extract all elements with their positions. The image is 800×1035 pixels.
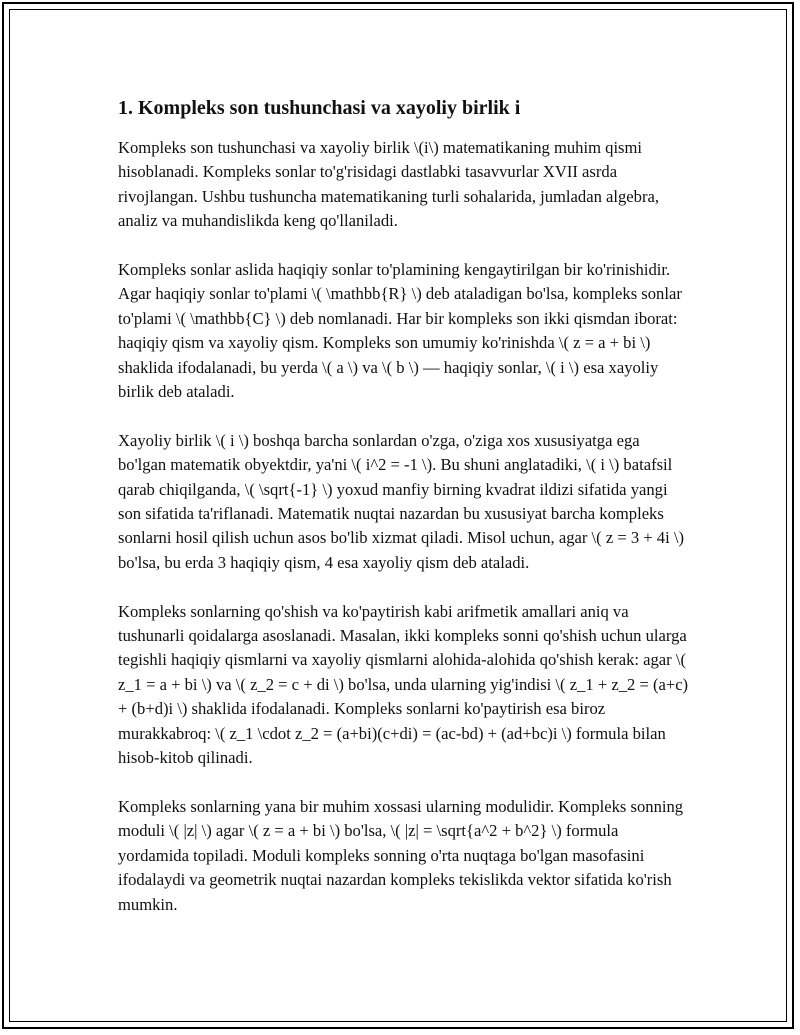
paragraph-intro: Kompleks son tushunchasi va xayoliy birlik \(i\) matematikaning muhim qismi hisoblanadi. Kompleks sonlar to'g'risidagi dastlabki tasavvurlar XVII asrda rivojlangan. Ushbu tushuncha matematikaning turli sohalarida, jumladan algebra, analiz va muhandislikda keng qo'llaniladi. bbox=[118, 138, 659, 231]
document-body bbox=[118, 90, 690, 941]
paragraph-arithmetic: Kompleks sonlarning qo'shish va ko'paytirish kabi arifmetik amallari aniq va tushunarli qoidalarga asoslanadi. Masalan, ikki kompleks sonni qo'shish uchun ularga tegishli haqiqiy qismlarni va xayoliy qismlarni alohida-alohida qo'shish kerak: agar \( z_1 = a + bi \) va \( z_2 = c + di \) bo'lsa, unda ularning yig'indisi \( z_1 + z_2 = (a+c) + (b+d)i \) shaklida ifodalanadi. Kompleks sonlarni ko'paytirish esa biroz murakkabroq: \( z_1 \cdot z_2 = (a+bi)(c+di) = (ac-bd) + (ad+bc)i \) formula bilan hisob-kitob qilinadi. bbox=[118, 601, 689, 768]
paragraph-definition: Kompleks sonlar aslida haqiqiy sonlar to'plamining kengaytirilgan bir ko'rinishidir. Agar haqiqiy sonlar to'plami \( \mathbb{R} \) deb ataladigan bo'lsa, kompleks sonlar to'plami \( \mathbb{C} \) deb nomlanadi. Har bir kompleks son ikki qismdan iborat: haqiqiy qism va xayoliy qism. Kompleks son umumiy ko'rinishda \( z = a + bi \) shaklida ifodalanadi, bu yerda \( a \) va \( b \) — haqiqiy sonlar, \( i \) esa xayoliy birlik deb ataladi. bbox=[118, 260, 682, 402]
paragraph-imaginary-unit: Xayoliy birlik \( i \) boshqa barcha sonlardan o'zga, o'ziga xos xususiyatga ega bo'lgan matematik obyektdir, ya'ni \( i^2 = -1 \). Bu shuni anglatadiki, \( i \) batafsil qarab chiqilganda, \( \sqrt{-1} \) yoxud manfiy birning kvadrat ildizi sifatida yangi son sifatida ta'riflanadi. Matematik nuqtai nazardan bu xususiyat barcha kompleks sonlarni hosil qilish uchun asos bo'lib xizmat qiladi. Misol uchun, agar \( z = 3 + 4i \) bo'lsa, bu erda 3 haqiqiy qism, 4 esa xayoliy qism deb ataladi. bbox=[118, 430, 685, 572]
section-heading: 1. Kompleks son tushunchasi va xayoliy birlik i bbox=[118, 97, 521, 119]
paragraph-modulus: Kompleks sonlarning yana bir muhim xossasi ularning modulidir. Kompleks sonning moduli \( |z| \) agar \( z = a + bi \) bo'lsa, \( |z| = \sqrt{a^2 + b^2} \) formula yordamida topiladi. Moduli kompleks sonning o'rta nuqtaga bo'lgan masofasini ifodalaydi va geometrik nuqtai nazardan kompleks tekislikda vektor sifatida ko'rish mumkin. bbox=[118, 796, 684, 914]
